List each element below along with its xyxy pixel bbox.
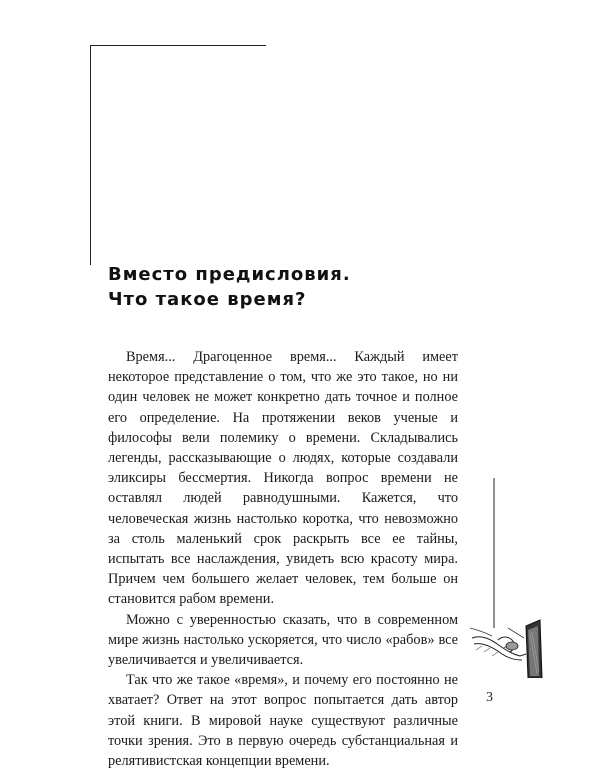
frame-horizontal-rule (90, 45, 266, 46)
paragraph-3: Так что же такое «время», и почему его постоянно не хватает? Ответ на этот вопрос попытается дать автор этой книги. В мировой науке существуют различные точки зрения. Это в первую очередь субстанциальная и релятивистская концепции времени. (108, 672, 458, 770)
clock-hand-sketch-icon (468, 478, 548, 678)
chapter-title-line-2: Что такое время? (108, 289, 307, 310)
chapter-title (108, 262, 351, 312)
paragraph-2: Можно с уверенностью сказать, что в современном мире жизнь настолько ускоряется, что число «рабов» все увеличивается и увеличивается. (108, 611, 458, 669)
frame-vertical-rule (90, 45, 91, 265)
body-text (108, 347, 458, 771)
page-number: 3 (486, 690, 493, 705)
paragraph-1: Время... Драгоценное время... Каждый имеет некоторое представление о том, что же это такое, но ни один человек не может конкретно дать точное и полное его определение. На протяжении веков ученые и философы вели полемику о времени. Складывались легенды, рассказывающие о людях, которые создавали эликсиры бессмертия. Никогда вопрос времени не оставлял людей равнодушными. Кажется, что человеческая жизнь настолько коротка, что невозможно за столь маленький срок раскрыть все ее тайны, испытать все наслаждения, увидеть всю красоту мира. Причем чем большего желает человек, тем больше он становится рабом времени. (108, 349, 458, 608)
chapter-title-line-1: Вместо предисловия. (108, 264, 351, 285)
